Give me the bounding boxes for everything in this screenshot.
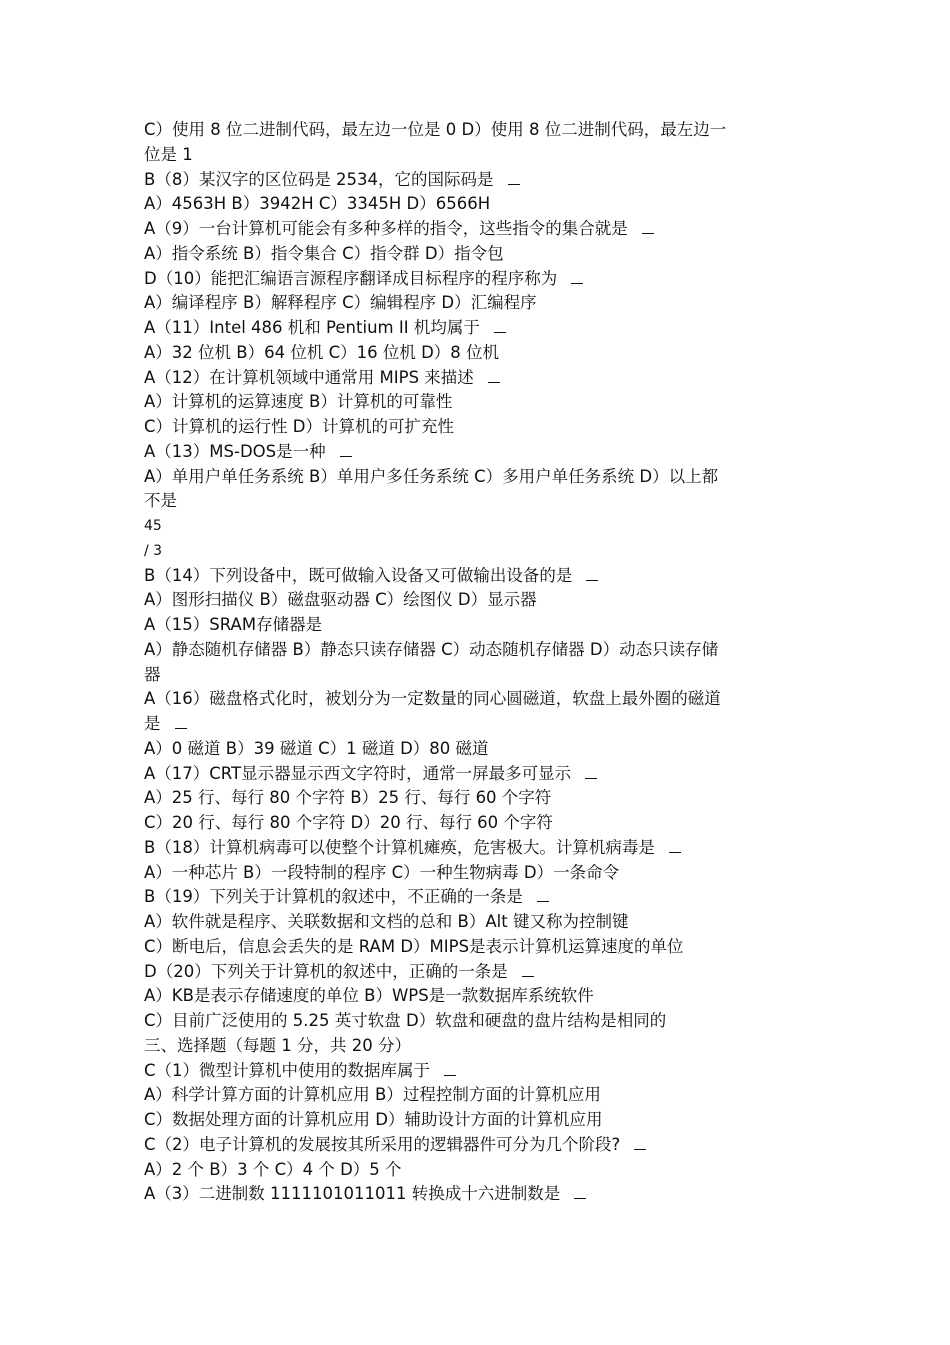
line-text: A）软件就是程序、关联数据和文档的总和 B）Alt 键又称为控制键 [144, 912, 629, 931]
text-line [144, 836, 824, 861]
line-text: A）KB是表示存储速度的单位 B）WPS是一款数据库系统软件 [144, 986, 594, 1006]
line-text: A）0 磁道 B）39 磁道 C）1 磁道 D）80 磁道 [144, 738, 489, 758]
text-line [144, 811, 824, 836]
text-line [144, 1034, 824, 1059]
answer-blank [488, 372, 500, 383]
text-line [144, 489, 824, 514]
line-text: / 3 [144, 542, 163, 559]
text-line [144, 588, 824, 613]
line-text: A（17）CRT显示器显示西文字符时，通常一屏最多可显示 [144, 763, 572, 783]
answer-blank [634, 1139, 646, 1150]
text-line [144, 1133, 824, 1158]
line-text: C）目前广泛使用的 5.25 英寸软盘 D）软盘和硬盘的盘片结构是相同的 [144, 1011, 667, 1030]
text-line [144, 984, 824, 1009]
line-text: A）计算机的运算速度 B）计算机的可靠性 [144, 392, 453, 412]
text-line [144, 687, 824, 712]
text-line [144, 267, 824, 292]
text-line [144, 737, 824, 762]
answer-blank [586, 570, 598, 581]
line-text: A（13）MS-DOS是一种 [144, 441, 326, 461]
line-text: A（9）一台计算机可能会有多种多样的指令，这些指令的集合就是 [144, 219, 628, 238]
text-line [144, 1158, 824, 1183]
line-text: A）指令系统 B）指令集合 C）指令群 D）指令包 [144, 243, 504, 263]
line-text: A）图形扫描仪 B）磁盘驱动器 C）绘图仪 D）显示器 [144, 590, 537, 610]
answer-blank [175, 718, 187, 729]
line-text: C）数据处理方面的计算机应用 D）辅助设计方面的计算机应用 [144, 1110, 603, 1129]
line-text: D（10）能把汇编语言源程序翻译成目标程序的程序称为 [144, 268, 558, 288]
line-text: A）一种芯片 B）一段特制的程序 C）一种生物病毒 D）一条命令 [144, 862, 620, 882]
text-line [144, 712, 824, 737]
line-text: A（3）二进制数 1111101011011 转换成十六进制数是 [144, 1184, 561, 1204]
text-line [144, 465, 824, 490]
text-line [144, 1108, 824, 1133]
line-text: A（15）SRAM存储器是 [144, 615, 323, 634]
text-line [144, 638, 824, 663]
text-line [144, 415, 824, 440]
answer-blank [444, 1065, 456, 1076]
text-line [144, 291, 824, 316]
answer-blank [669, 842, 681, 853]
line-text: A）科学计算方面的计算机应用 B）过程控制方面的计算机应用 [144, 1085, 601, 1105]
text-line [144, 366, 824, 391]
text-line [144, 663, 824, 688]
text-line [144, 168, 824, 193]
answer-blank [508, 174, 520, 185]
text-line [144, 217, 824, 242]
text-line [144, 861, 824, 886]
answer-blank [340, 446, 352, 457]
line-text: C）使用 8 位二进制代码，最左边一位是 0 D）使用 8 位二进制代码，最左边一 [144, 120, 727, 139]
page-number [144, 514, 824, 539]
text-line [144, 143, 824, 168]
text-line [144, 1059, 824, 1084]
line-text: A）32 位机 B）64 位机 C）16 位机 D）8 位机 [144, 342, 500, 362]
text-line [144, 564, 824, 589]
text-line [144, 910, 824, 935]
line-text: B（8）某汉字的区位码是 2534，它的国际码是 [144, 169, 494, 189]
answer-blank [585, 768, 597, 779]
text-line [144, 960, 824, 985]
answer-blank [522, 966, 534, 977]
line-text: 45 [144, 518, 162, 534]
line-text: A）静态随机存储器 B）静态只读存储器 C）动态随机存储器 D）动态只读存储 [144, 639, 719, 659]
line-text: C（2）电子计算机的发展按其所采用的逻辑器件可分为几个阶段? [144, 1134, 621, 1154]
answer-blank [574, 1188, 586, 1199]
text-line [144, 440, 824, 465]
line-text: C）20 行、每行 80 个字符 D）20 行、每行 60 个字符 [144, 813, 553, 832]
text-line [144, 1182, 824, 1207]
text-line [144, 192, 824, 217]
line-text: 三、选择题（每题 1 分，共 20 分） [144, 1035, 411, 1055]
text-line [144, 613, 824, 638]
line-text: 不是 [144, 491, 177, 511]
page-number [144, 539, 824, 564]
line-text: A）4563H B）3942H C）3345H D）6566H [144, 194, 491, 214]
document-page [144, 118, 824, 1207]
text-line [144, 316, 824, 341]
line-text: 器 [144, 664, 161, 684]
line-text: D（20）下列关于计算机的叙述中，正确的一条是 [144, 961, 508, 981]
line-text: 位是 1 [144, 144, 193, 164]
answer-blank [494, 322, 506, 333]
answer-blank [571, 273, 583, 284]
line-text: C）计算机的运行性 D）计算机的可扩充性 [144, 417, 454, 436]
line-text: A）单用户单任务系统 B）单用户多任务系统 C）多用户单任务系统 D）以上都 [144, 466, 719, 486]
text-line [144, 118, 824, 143]
line-text: C）断电后，信息会丢失的是 RAM D）MIPS是表示计算机运算速度的单位 [144, 936, 684, 956]
text-line [144, 242, 824, 267]
line-text: A（16）磁盘格式化时，被划分为一定数量的同心圆磁道，软盘上最外圈的磁道 [144, 689, 721, 709]
answer-blank [537, 891, 549, 902]
line-text: B（18）计算机病毒可以使整个计算机瘫痪，危害极大。计算机病毒是 [144, 837, 655, 857]
text-line [144, 885, 824, 910]
text-line [144, 390, 824, 415]
text-line [144, 935, 824, 960]
line-text: 是 [144, 714, 161, 733]
line-text: B（14）下列设备中，既可做输入设备又可做输出设备的是 [144, 565, 573, 585]
line-text: B（19）下列关于计算机的叙述中，不正确的一条是 [144, 887, 523, 907]
text-line [144, 341, 824, 366]
text-line [144, 1009, 824, 1034]
line-text: A（12）在计算机领域中通常用 MIPS 来描述 [144, 367, 474, 387]
text-line [144, 786, 824, 811]
line-text: A）编译程序 B）解释程序 C）编辑程序 D）汇编程序 [144, 293, 537, 313]
line-text: A）2 个 B）3 个 C）4 个 D）5 个 [144, 1159, 402, 1179]
line-text: C（1）微型计算机中使用的数据库属于 [144, 1060, 431, 1080]
line-text: A（11）Intel 486 机和 Pentium II 机均属于 [144, 318, 480, 337]
line-text: A）25 行、每行 80 个字符 B）25 行、每行 60 个字符 [144, 788, 552, 808]
text-line [144, 1083, 824, 1108]
answer-blank [642, 223, 654, 234]
text-line [144, 762, 824, 787]
